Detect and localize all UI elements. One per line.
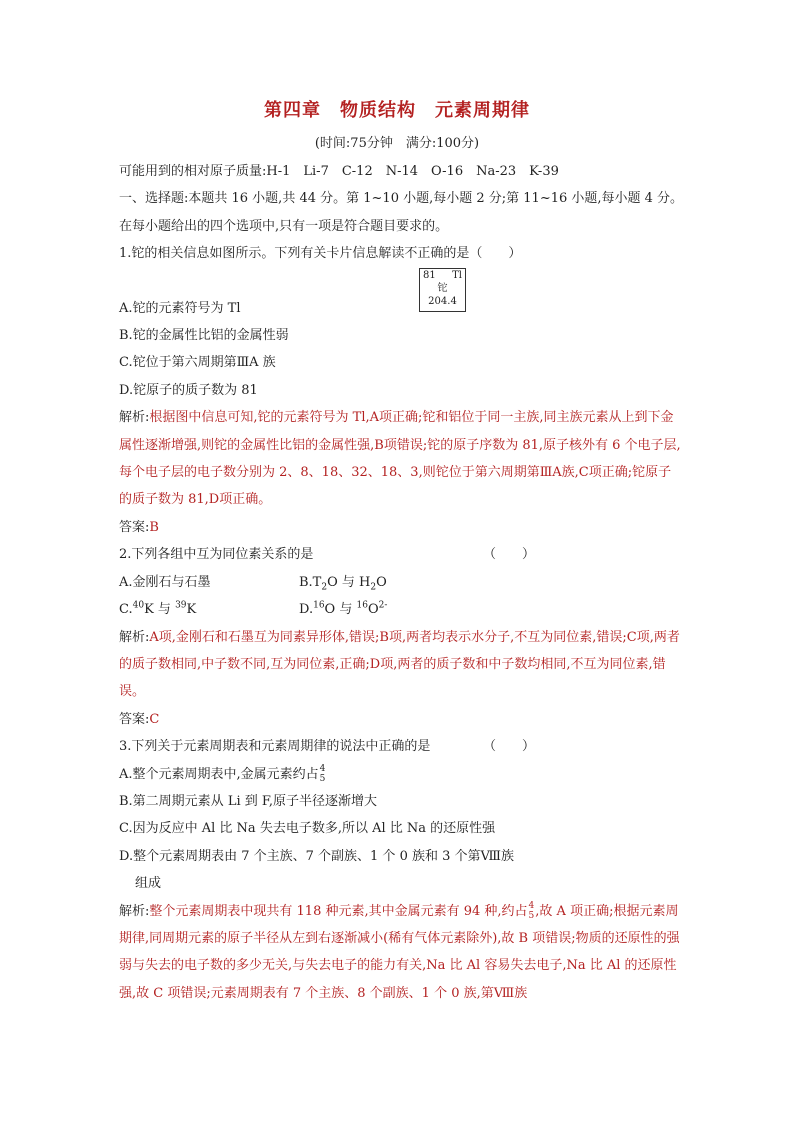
card-symbol: Tl	[452, 270, 462, 281]
q2-answer-value: C	[149, 711, 160, 727]
q1-card-spacer	[119, 268, 681, 295]
page-subtitle: (时间:75分钟 满分:100分)	[314, 136, 480, 151]
q1-answer-label: 答案:	[119, 519, 150, 535]
q2-option-b: $B.T_2O$ 与 $H_2O$	[299, 574, 387, 593]
q2-stem-row	[119, 541, 681, 568]
q2-options-ab	[119, 569, 681, 596]
q2-answer-paren: （ ）	[482, 547, 535, 563]
card-atomic-mass: 204.4	[428, 296, 457, 307]
q3-option-a: A.整个元素周期表中,金属元素约占 4 5	[119, 764, 326, 785]
q3-analysis-label: 解析:	[119, 903, 150, 919]
q2-answer	[119, 706, 681, 733]
q1-analysis-label: 解析:	[119, 410, 150, 426]
q2-answer-label: 答案:	[119, 711, 150, 727]
card-element-name: 铊	[437, 283, 448, 294]
q3-option-b: B.第二周期元素从 Li 到 F,原子半径逐渐增大	[119, 793, 378, 809]
fraction-four-fifths: 4 5	[319, 764, 326, 785]
q3-answer-paren: （ ）	[482, 739, 535, 755]
q1-analysis-text: 根据图中信息可知,铊的元素符号为 Tl,A项正确;铊和铝位于同一主族,同主族元素从上到下金属性逐渐增强,则铊的金属性比铝的金属性强,B项错误;铊的原子序数为 81,原子核外有 6 个电子层,每个电子层的电子数分别为 2、8、18、32、18、3,则铊位于第六周期第ⅢA族,C项正确;铊原子的质子数为 81,D项正确。	[119, 410, 681, 508]
q3-analysis-text-post: ,故 A 项正确;根据元素周期律,同周期元素的原子半径从左到右逐渐减小(稀有气体元素除外),故 B 项错误;物质的还原性的强弱与失去的电子数的多少无关,与失去电子的能力有关,Na 比 Al 容易失去电子,Na 比 Al 的还原性强,故 C 项错误;元素周期表有 7 个主族、8 个副族、1 个 0 族,第Ⅷ族	[119, 903, 680, 1001]
q2-analysis-text: A项,金刚石和石墨互为同素异形体,错误;B项,两者均表示水分子,不互为同位素,错误;C项,两者的质子数相同,中子数不同,互为同位素,正确;D项,两者的质子数和中子数均相同,不互为同位素,错误。	[119, 629, 680, 700]
q1-stem: 1.铊的相关信息如图所示。下列有关卡片信息解读不正确的是（ ）	[119, 246, 522, 262]
page-title: 第四章 物质结构 元素周期律	[264, 100, 530, 121]
section-heading-line1: 一、选择题:本题共 16 小题,共 44 分。第 1~10 小题,每小题 2 分;第 11~16 小题,每小题 4 分。	[119, 191, 684, 207]
q2-analysis	[119, 624, 681, 706]
q2-stem: 2.下列各组中互为同位素关系的是	[119, 547, 314, 563]
card-atomic-number: 81	[423, 270, 436, 281]
document-content	[119, 158, 684, 1007]
q1-option-d: D.铊原子的质子数为 81	[119, 382, 258, 398]
q3-stem-row	[119, 733, 681, 760]
q1-option-c: C.铊位于第六周期第ⅢA 族	[119, 355, 276, 371]
q2-option-c: C.$^{40}$K 与 $^{39}$K	[119, 600, 197, 618]
q1-analysis	[119, 404, 681, 514]
atomic-mass-line: 可能用到的相对原子质量:H-1 Li-7 C-12 N-14 O-16 Na-23 K-39	[119, 164, 559, 179]
q1-answer	[119, 514, 681, 541]
section-heading-line2: 在每小题给出的四个选项中,只有一项是符合题目要求的。	[119, 218, 449, 234]
q3-analysis	[119, 898, 681, 1008]
q3-option-d-continued: 组成	[135, 876, 162, 892]
q2-option-a: A.金刚石与石墨	[119, 574, 211, 590]
q3-option-c: C.因为反应中 Al 比 Na 失去电子数多,所以 Al 比 Na 的还原性强	[119, 821, 496, 837]
q3-option-d: D.整个元素周期表由 7 个主族、7 个副族、1 个 0 族和 3 个第Ⅷ族	[119, 848, 514, 864]
q1-answer-value: B	[149, 519, 159, 535]
q2-analysis-label: 解析:	[119, 629, 150, 645]
q3-analysis-fraction: 4 5	[528, 901, 535, 922]
q1-option-b: B.铊的金属性比铝的金属性弱	[119, 328, 289, 344]
q1-option-a: A.铊的元素符号为 Tl	[119, 300, 241, 316]
q2-options-cd	[119, 596, 681, 623]
q3-analysis-text-pre: 整个元素周期表中现共有 118 种元素,其中金属元素有 94 种,约占	[149, 903, 528, 919]
q3-stem: 3.下列关于元素周期表和元素周期律的说法中正确的是	[119, 739, 431, 755]
q2-option-d: D.$^{16}$O 与 $^{16}O^{2-}$	[299, 600, 388, 618]
